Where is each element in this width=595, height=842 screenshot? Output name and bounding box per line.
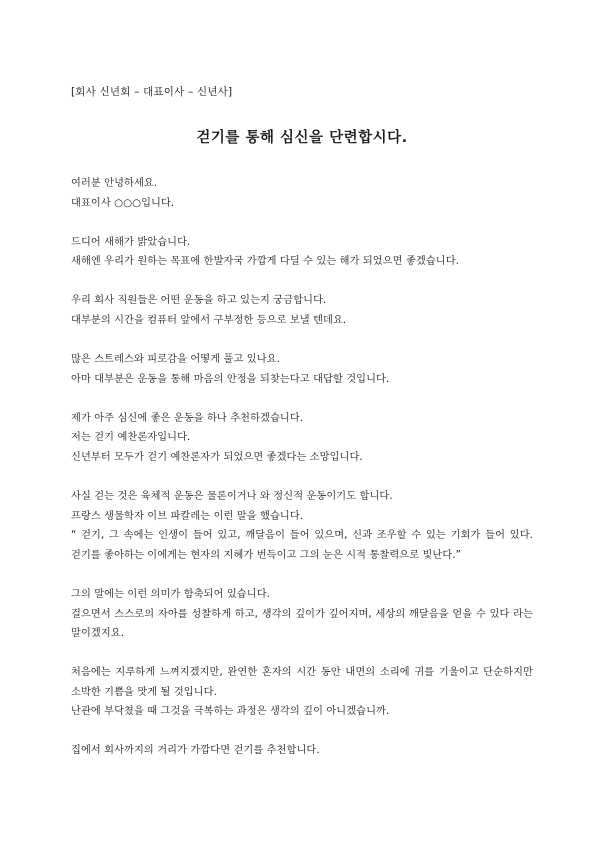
- paragraph-quote: [71, 487, 533, 565]
- paragraph-commute: [71, 741, 533, 761]
- paragraph-line: 신년부터 모두가 걷기 예찬론자가 되었으면 좋겠다는 소망입니다.: [71, 451, 363, 463]
- paragraph-line: 난관에 부닥쳤을 때 그것을 극복하는 과정은 생각의 깊이 아니겠습니까.: [71, 706, 390, 718]
- quotation: “ 걷기, 그 속에는 인생이 들어 있고, 깨달음이 들어 있으며, 신과 조우할 수 있는 기회가 들어 있다. 걷기를 좋아하는 이에게는 현자의 지혜가 번득이고 그의 눈은 시적 통찰력으로 빛난다.”: [71, 530, 533, 561]
- paragraph-new-year: [71, 233, 533, 272]
- header-tag: [회사 신년회 – 대표이사 – 신년사]: [71, 86, 233, 98]
- paragraph-line: 걸으면서 스스로의 자아를 성찰하게 하고, 생각의 깊이가 깊어지며, 세상의 깨달음을 얻을 수 있다 라는 말이겠지요.: [71, 608, 533, 640]
- paragraph-line: 그의 말에는 이런 의미가 함축되어 있습니다.: [71, 588, 270, 600]
- paragraph-line: 새해엔 우리가 원하는 목표에 한발자국 가깝게 다딜 수 있는 해가 되었으면 좋겠습니다.: [71, 256, 459, 268]
- paragraph-solitude: [71, 663, 533, 722]
- paragraph-line: 사실 걷는 것은 육체적 운동은 물론이거나 와 정신적 운동이기도 합니다.: [71, 491, 393, 503]
- paragraph-line: 저는 걷기 예찬론자입니다.: [71, 432, 191, 444]
- paragraph-meaning: [71, 585, 533, 644]
- paragraph-line: 제가 아주 심신에 좋은 운동을 하나 추천하겠습니다.: [71, 412, 304, 424]
- paragraph-line: 여러분 안녕하세요.: [71, 178, 158, 189]
- paragraph-line: 우리 회사 직원들은 어떤 운동을 하고 있는지 궁금합니다.: [71, 295, 327, 307]
- paragraph-line: 처음에는 지루하게 느껴지겠지만, 완연한 혼자의 시간 동안 내면의 소리에 귀를 기울이고 단순하지만 소박한 기쁨을 맛게 될 것입니다.: [71, 667, 533, 698]
- paragraph-recommendation: [71, 409, 533, 468]
- paragraph-line: 대표이사 ○○○입니다.: [71, 197, 175, 209]
- paragraph-line: 집에서 회사까지의 거리가 가깝다면 걷기를 추천합니다.: [71, 745, 320, 757]
- document-body: [71, 174, 533, 761]
- document-title: 걷기를 통해 심신을 단련합시다.: [196, 130, 408, 146]
- paragraph-line: 많은 스트레스와 피로감을 어떻게 풀고 있나요.: [71, 354, 280, 366]
- paragraph-line: 프랑스 생물학자 이브 파칼레는 이런 말을 했습니다.: [71, 510, 304, 522]
- paragraph-greeting: [71, 174, 533, 213]
- paragraph-line: 아마 대부분은 운동을 통해 마음의 안정을 되찾는다고 대답할 것입니다.: [71, 373, 390, 385]
- paragraph-exercise-question: [71, 291, 533, 330]
- paragraph-line: 드디어 새해가 밝았습니다.: [71, 236, 191, 248]
- paragraph-line: 대부분의 시간을 컴퓨터 앞에서 구부정한 등으로 보낼 텐데요.: [71, 314, 347, 326]
- paragraph-stress: [71, 350, 533, 389]
